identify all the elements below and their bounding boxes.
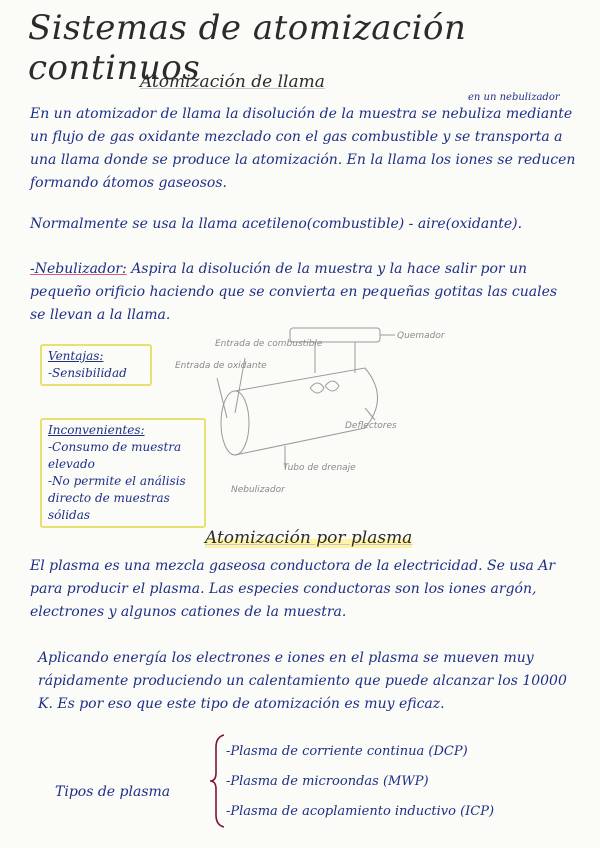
- ventajas-item: -Sensibilidad: [48, 366, 127, 380]
- section-heading-llama-text: Atomización de llama: [140, 72, 325, 92]
- paragraph-plasma-def: El plasma es una mezcla gaseosa conductora de la electricidad. Se usa Ar para producir el plasma. Las especies conductoras son los iones argón, electrones y algunos cationes de la muestra.: [30, 558, 556, 620]
- paragraph-nebulizer: [30, 258, 570, 327]
- list-item: -Plasma de acoplamiento inductivo (ICP): [226, 804, 495, 819]
- inconvenientes-item: -Consumo de muestra elevado: [48, 440, 182, 471]
- nebulizer-text: Aspira la disolución de la muestra y la hace salir por un pequeño orificio haciendo que se convierta en pequeñas gotitas las cuales se llevan a la llama.: [30, 261, 558, 323]
- ventajas-box: [40, 344, 152, 386]
- tipos-list: [226, 737, 494, 827]
- label-combustible: Entrada de combustible: [215, 339, 323, 349]
- section-heading-llama: [140, 72, 325, 92]
- label-deflectores: Deflectores: [345, 421, 397, 431]
- burner-diagram: [175, 318, 445, 503]
- paragraph-llama-gases: Normalmente se usa la llama acetileno(combustible) - aire(oxidante).: [30, 216, 523, 232]
- chamber-end: [221, 391, 249, 455]
- nebulizer-label: -Nebulizador:: [30, 261, 127, 277]
- label-nebulizador: Nebulizador: [231, 485, 285, 495]
- curly-brace: [208, 733, 228, 829]
- section-heading-plasma-text: Atomización por plasma: [205, 528, 413, 548]
- list-item: -Plasma de microondas (MWP): [226, 774, 429, 789]
- flow-spirals: [310, 381, 339, 393]
- section-heading-plasma: [205, 528, 412, 548]
- chamber-body: [235, 368, 378, 455]
- tipos-label: Tipos de plasma: [55, 784, 171, 800]
- margin-note: en un nebulizador: [468, 92, 560, 103]
- inconvenientes-item: -No permite el análisis directo de muestras sólidas: [48, 474, 186, 522]
- label-quemador: Quemador: [397, 331, 445, 341]
- page-title: Sistemas de atomización continuos: [28, 8, 467, 88]
- paragraph-plasma-energy: Aplicando energía los electrones e iones en el plasma se mueven muy rápidamente produciendo un calentamiento que puede alcanzar los 10000 K. Es por eso que este tipo de atomización es muy eficaz.: [38, 650, 567, 712]
- ventajas-heading: Ventajas:: [48, 349, 104, 363]
- paragraph-llama-intro: En un atomizador de llama la disolución de la muestra se nebuliza mediante un flujo de gas oxidante mezclado con el gas combustible y se transporta a una llama donde se produce la atomización. En la llama los iones se reducen formando átomos gaseosos.: [30, 106, 576, 191]
- label-oxidante: Entrada de oxidante: [175, 361, 267, 371]
- list-item: -Plasma de corriente continua (DCP): [226, 744, 468, 759]
- label-drenaje: Tubo de drenaje: [283, 463, 356, 473]
- inconvenientes-heading: Inconvenientes:: [48, 423, 145, 437]
